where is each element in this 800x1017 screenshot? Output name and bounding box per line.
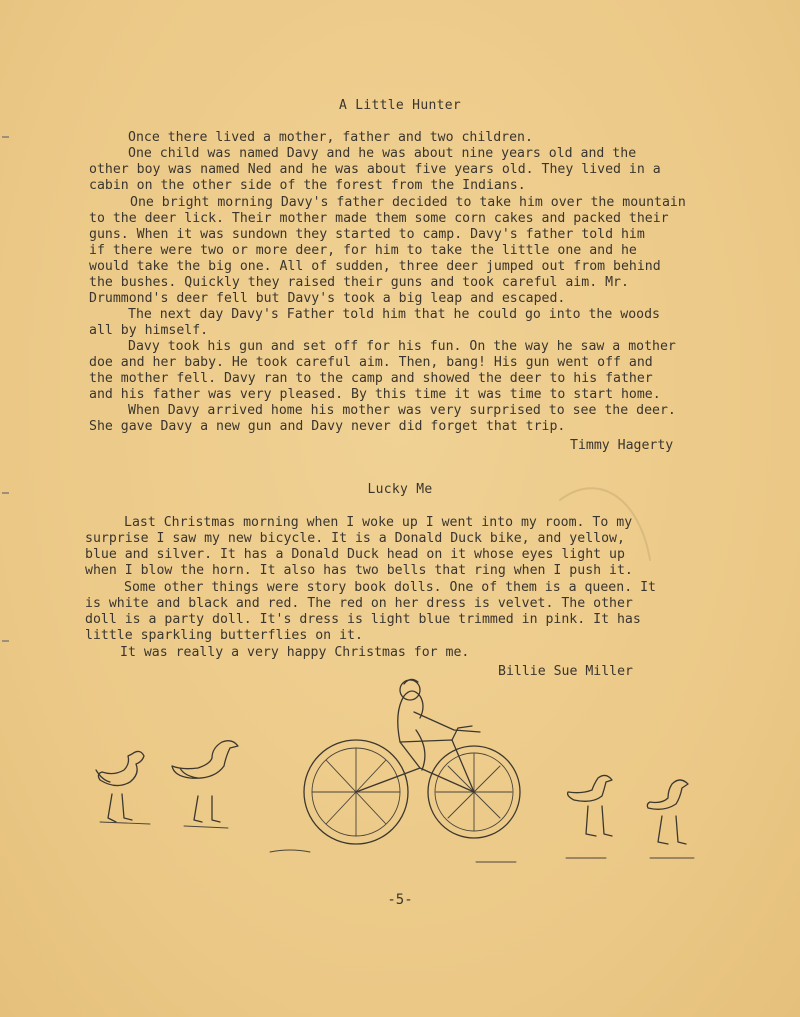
- story-line: to the deer lick. Their mother made them some corn cakes and packed their: [89, 211, 669, 226]
- story-line: When Davy arrived home his mother was very surprised to see the deer.: [128, 403, 676, 418]
- edge-mark: [2, 640, 9, 642]
- story-line: guns. When it was sundown they started to camp. Davy's father told him: [89, 227, 645, 242]
- author-signature: Billie Sue Miller: [498, 664, 633, 679]
- story-line: when I blow the horn. It also has two bells that ring when I push it.: [85, 563, 633, 578]
- story-line: It was really a very happy Christmas for me.: [120, 645, 470, 660]
- story-line: Once there lived a mother, father and two children.: [128, 130, 533, 145]
- story-line: She gave Davy a new gun and Davy never did forget that trip.: [89, 419, 566, 434]
- story-line: doe and her baby. He took careful aim. Then, bang! His gun went off and: [89, 355, 653, 370]
- story-line: if there were two or more deer, for him to take the little one and he: [89, 243, 637, 258]
- story-line: the bushes. Quickly they raised their guns and took careful aim. Mr.: [89, 275, 629, 290]
- story-line: blue and silver. It has a Donald Duck head on it whose eyes light up: [85, 547, 625, 562]
- story-line: One child was named Davy and he was about nine years old and the: [128, 146, 637, 161]
- story-line: One bright morning Davy's father decided to take him over the mountain: [130, 195, 686, 210]
- story-line: Last Christmas morning when I woke up I went into my room. To my: [124, 515, 633, 530]
- edge-mark: [2, 136, 9, 138]
- story-line: cabin on the other side of the forest from the Indians.: [89, 178, 526, 193]
- story-line: Drummond's deer fell but Davy's took a big leap and escaped.: [89, 291, 566, 306]
- story-line: the mother fell. Davy ran to the camp and showed the deer to his father: [89, 371, 653, 386]
- story-line: would take the big one. All of sudden, three deer jumped out from behind: [89, 259, 661, 274]
- story-line: and his father was very pleased. By this time it was time to start home.: [89, 387, 661, 402]
- story-line: is white and black and red. The red on her dress is velvet. The other: [85, 596, 633, 611]
- story-line: little sparkling butterflies on it.: [85, 628, 363, 643]
- story-line: Some other things were story book dolls. One of them is a queen. It: [124, 580, 656, 595]
- author-signature: Timmy Hagerty: [570, 438, 674, 453]
- story-title-lucky-me: Lucky Me: [367, 482, 433, 497]
- edge-mark: [2, 492, 9, 494]
- duck-drawing: [172, 741, 238, 828]
- story-line: all by himself.: [89, 323, 209, 338]
- story-title-little-hunter: A Little Hunter: [339, 98, 461, 113]
- story-line: The next day Davy's Father told him that he could go into the woods: [128, 307, 660, 322]
- story-line: Davy took his gun and set off for his fun. On the way he saw a mother: [128, 339, 676, 354]
- story-line: other boy was named Ned and he was about five years old. They lived in a: [89, 162, 661, 177]
- story-line: surprise I saw my new bicycle. It is a Donald Duck bike, and yellow,: [85, 531, 625, 546]
- page-number: -5-: [387, 892, 413, 908]
- bicycle-rider-drawing: [270, 679, 520, 862]
- duck-drawing: [96, 751, 150, 824]
- duck-drawing: [566, 775, 612, 858]
- duck-drawing: [647, 780, 694, 858]
- story-line: doll is a party doll. It's dress is light blue trimmed in pink. It has: [85, 612, 641, 627]
